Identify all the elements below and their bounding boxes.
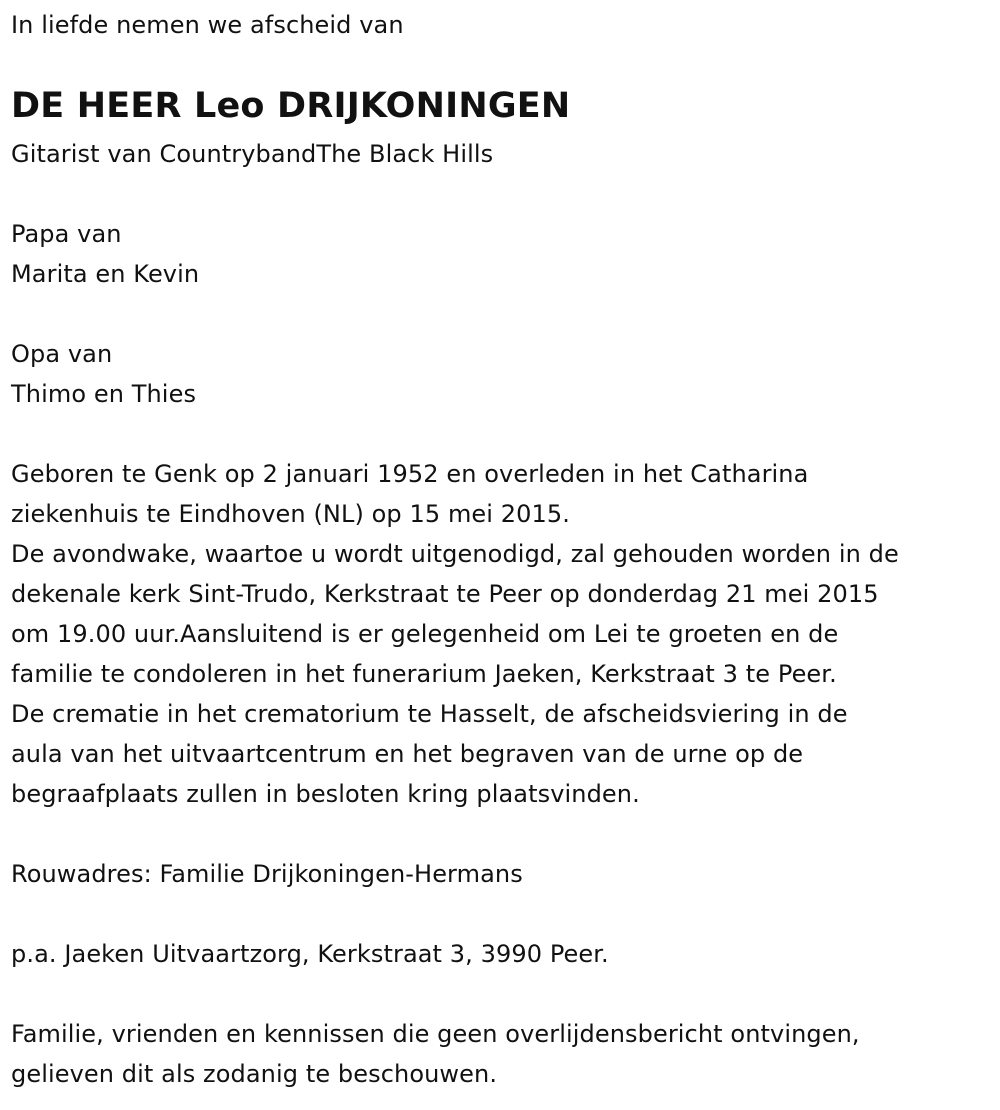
papa-names: Marita en Kevin (11, 260, 200, 288)
closing-line: Familie, vrienden en kennissen die geen overlijdensbericht ontvingen, (11, 1020, 860, 1048)
subtitle-block (11, 134, 493, 174)
opa-label: Opa van (11, 340, 113, 368)
body-line: aula van het uitvaartcentrum en het begraven van de urne op de (11, 740, 804, 768)
opa-names: Thimo en Thies (11, 380, 197, 408)
pa-address-block (11, 934, 609, 974)
deceased-name: DE HEER Leo DRIJKONINGEN (11, 86, 571, 126)
closing-paragraph (11, 1014, 860, 1094)
body-paragraph (11, 454, 899, 814)
body-line: om 19.00 uur.Aansluitend is er gelegenheid om Lei te groeten en de (11, 620, 839, 648)
rouwadres-block (11, 854, 523, 894)
closing-line: gelieven dit als zodanig te beschouwen. (11, 1060, 498, 1088)
body-line: Geboren te Genk op 2 januari 1952 en overleden in het Catharina (11, 460, 809, 488)
pa-address: p.a. Jaeken Uitvaartzorg, Kerkstraat 3, 3990 Peer. (11, 940, 609, 968)
body-line: De avondwake, waartoe u wordt uitgenodigd, zal gehouden worden in de (11, 540, 899, 568)
body-line: familie te condoleren in het funerarium Jaeken, Kerkstraat 3 te Peer. (11, 660, 837, 688)
papa-block (11, 214, 199, 294)
intro-text: In liefde nemen we afscheid van (11, 11, 404, 39)
body-line: ziekenhuis te Eindhoven (NL) op 15 mei 2015. (11, 500, 571, 528)
papa-label: Papa van (11, 220, 122, 248)
rouwadres: Rouwadres: Familie Drijkoningen-Hermans (11, 860, 523, 888)
body-line: dekenale kerk Sint-Trudo, Kerkstraat te Peer op donderdag 21 mei 2015 (11, 580, 879, 608)
body-line: De crematie in het crematorium te Hasselt, de afscheidsviering in de (11, 700, 848, 728)
subtitle: Gitarist van CountrybandThe Black Hills (11, 140, 494, 168)
body-line: begraafplaats zullen in besloten kring plaatsvinden. (11, 780, 640, 808)
opa-block (11, 334, 196, 414)
